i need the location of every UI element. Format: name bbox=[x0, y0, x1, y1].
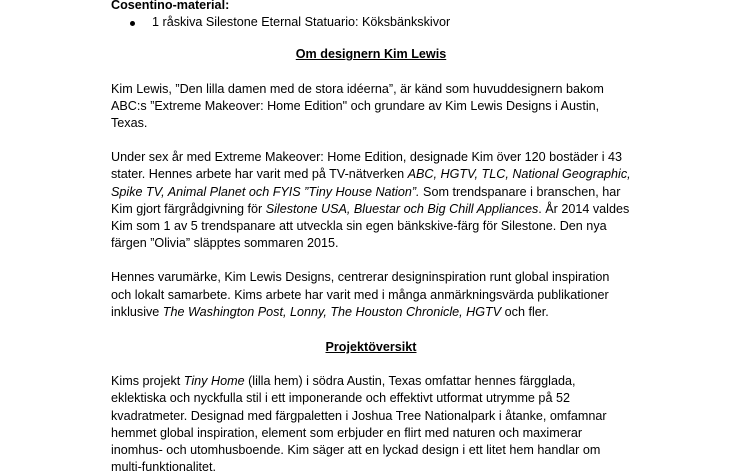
list-item-text: 1 råskiva Silestone Eternal Statuario: Köksbänkskivor bbox=[152, 15, 451, 30]
italic-segment: ABC, HGTV, TLC, National Geographic, Spike TV, Animal Planet och FYIS ”Tiny House Nation”. bbox=[111, 167, 631, 199]
text-segment: Under sex år med Extreme Makeover: Home Edition, designade Kim över 120 bostäder i 43 stater. Hennes arbete har varit med på TV-nätverken bbox=[111, 150, 622, 182]
text-segment: . År 2014 valdes Kim som 1 av 5 trendspanare att utveckla sin egen bänkskive-färg för Silestone. Den nya färgen ”Olivia” släpptes sommaren 2015. bbox=[111, 201, 630, 251]
text-segment: och fler. bbox=[501, 304, 549, 319]
italic-segment: Silestone USA, Bluestar och Big Chill Appliances bbox=[265, 201, 539, 216]
designer-heading: Om designern Kim Lewis bbox=[295, 47, 447, 62]
project-paragraph-1 bbox=[111, 373, 631, 476]
materials-label: Cosentino-material: bbox=[111, 0, 230, 12]
italic-segment: Tiny Home bbox=[183, 374, 245, 389]
text-segment: (lilla hem) i södra Austin, Texas omfattar hennes färgglada, eklektiska och nyckfulla stil i ett imponerande och effektivt utformat utrymme på 52 kvadratmeter. Designad med färgpaletten i Joshua Tree Nationalpark i åtanke, omfamnar hemmet global inspiration, element som erbjuder en flirt med naturen och maximerar inomhus- och utomhusboende. Kim säger att en lyckad design i ett litet hem handlar om multi-funktionalitet. bbox=[111, 374, 607, 475]
materials-list bbox=[111, 14, 631, 31]
text-segment: Kims projekt bbox=[111, 374, 184, 389]
list-item bbox=[111, 14, 631, 31]
designer-paragraph-1: Kim Lewis, ”Den lilla damen med de stora idéerna”, är känd som huvuddesignern bakom ABC:s ”Extreme Makeover: Home Edition" och grundare av Kim Lewis Designs i Austin, Texas. bbox=[111, 81, 604, 131]
designer-paragraph-2 bbox=[111, 149, 631, 252]
text-segment: Hennes varumärke, Kim Lewis Designs, centrerar designinspiration runt global inspiration och lokalt samarbete. Kims arbete har varit med i många anmärkningsvärda publikationer inklusive bbox=[111, 270, 610, 319]
text-segment: Som trendspanare i branschen, har Kim gjort färgrådgivning för bbox=[111, 184, 621, 216]
italic-segment: The Washington Post, Lonny, The Houston Chronicle, HGTV bbox=[162, 304, 502, 319]
designer-paragraph-3 bbox=[111, 269, 631, 321]
project-heading: Projektöversikt bbox=[325, 340, 417, 355]
document-page bbox=[111, 0, 631, 476]
bullet-icon bbox=[130, 21, 135, 26]
